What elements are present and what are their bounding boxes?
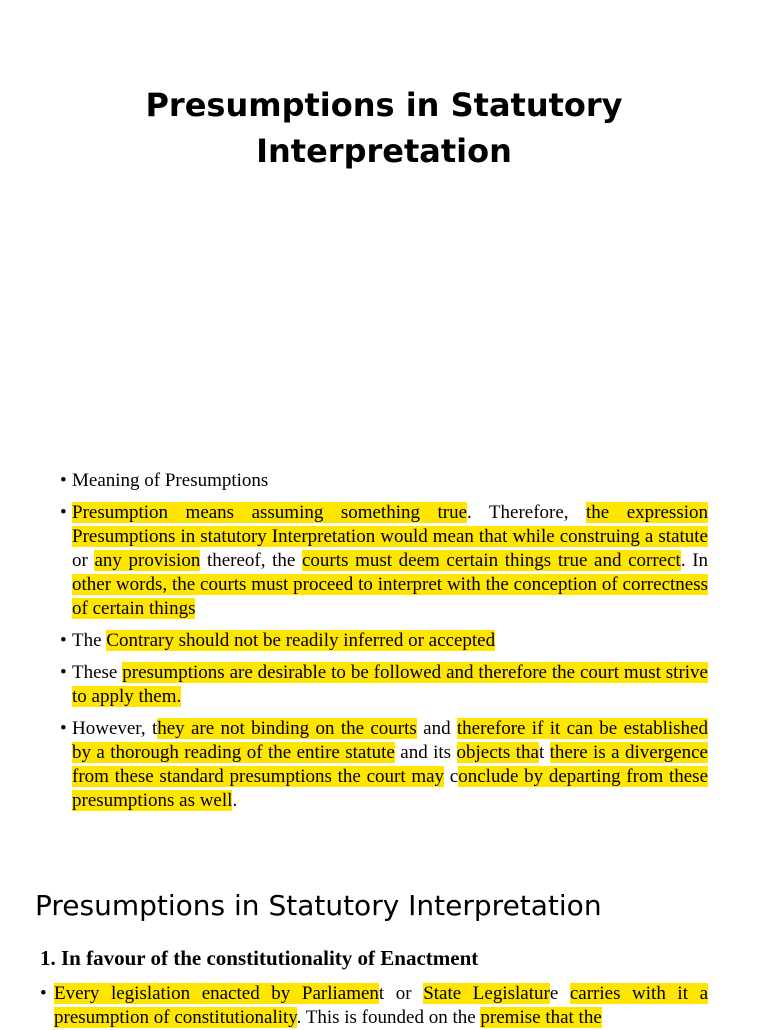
- text-segment: . Therefore,: [467, 502, 587, 523]
- highlighted-text: objects tha: [456, 742, 539, 763]
- bullet-item: [60, 501, 708, 621]
- slide-title-line-2: Interpretation: [256, 132, 512, 170]
- text-segment: These: [72, 662, 123, 683]
- text-segment: However, t: [72, 718, 158, 739]
- highlighted-text: there is a divergence from these standard presumptions the court may: [72, 742, 708, 787]
- text-segment: or: [72, 550, 95, 571]
- highlighted-text: any provision: [94, 550, 201, 571]
- text-segment: . This is founded on the: [296, 1007, 481, 1028]
- text-segment: . In: [680, 550, 709, 571]
- highlighted-text: onclude by departing from these presumptions as well: [72, 766, 709, 811]
- highlighted-text: Contrary should not be readily inferred or accepted: [106, 630, 496, 651]
- highlighted-text: therefore if it can be established by a thorough reading of the entire statute: [72, 718, 708, 763]
- bullet-item: [60, 469, 708, 493]
- text-segment: thereof, the: [200, 550, 302, 571]
- bullet-item: [60, 629, 708, 653]
- subheading: 1. In favour of the constitutionality of Enactment: [40, 946, 479, 970]
- highlighted-text: State Legislatur: [423, 983, 550, 1004]
- bullet-item: [60, 717, 708, 813]
- text-segment: e: [549, 983, 570, 1004]
- text-segment: t: [538, 742, 550, 763]
- text-segment: and: [416, 718, 457, 739]
- constitutionality-bullet-list: [40, 982, 708, 1030]
- text-segment: .: [232, 790, 238, 811]
- highlighted-text: courts must deem certain things true and correct: [302, 550, 681, 571]
- slide-title: [0, 82, 768, 174]
- highlighted-text: presumptions are desirable to be followed and therefore the court must strive to apply them.: [72, 662, 708, 707]
- highlighted-text: carries with it a presumption of constitutionality: [54, 983, 708, 1028]
- highlighted-text: the expression Presumptions in statutory Interpretation would mean that while construing a statute: [72, 502, 708, 547]
- section-title: Presumptions in Statutory Interpretation: [35, 889, 602, 922]
- text-segment: Meaning of Presumptions: [72, 470, 269, 491]
- highlighted-text: premise that the: [480, 1007, 602, 1028]
- text-segment: c: [444, 766, 459, 787]
- bullet-item: [40, 982, 708, 1030]
- text-segment: and its: [394, 742, 457, 763]
- highlighted-text: other words, the courts must proceed to interpret with the conception of correctness of certain things: [72, 574, 708, 619]
- highlighted-text: hey are not binding on the courts: [157, 718, 417, 739]
- highlighted-text: Every legislation enacted by Parliamen: [54, 983, 379, 1004]
- slide-title-line-1: Presumptions in Statutory: [145, 86, 623, 124]
- text-segment: t or: [378, 983, 424, 1004]
- bullet-item: [60, 661, 708, 709]
- presumptions-bullet-list: [60, 469, 708, 821]
- text-segment: The: [72, 630, 107, 651]
- highlighted-text: Presumption means assuming something true: [72, 502, 468, 523]
